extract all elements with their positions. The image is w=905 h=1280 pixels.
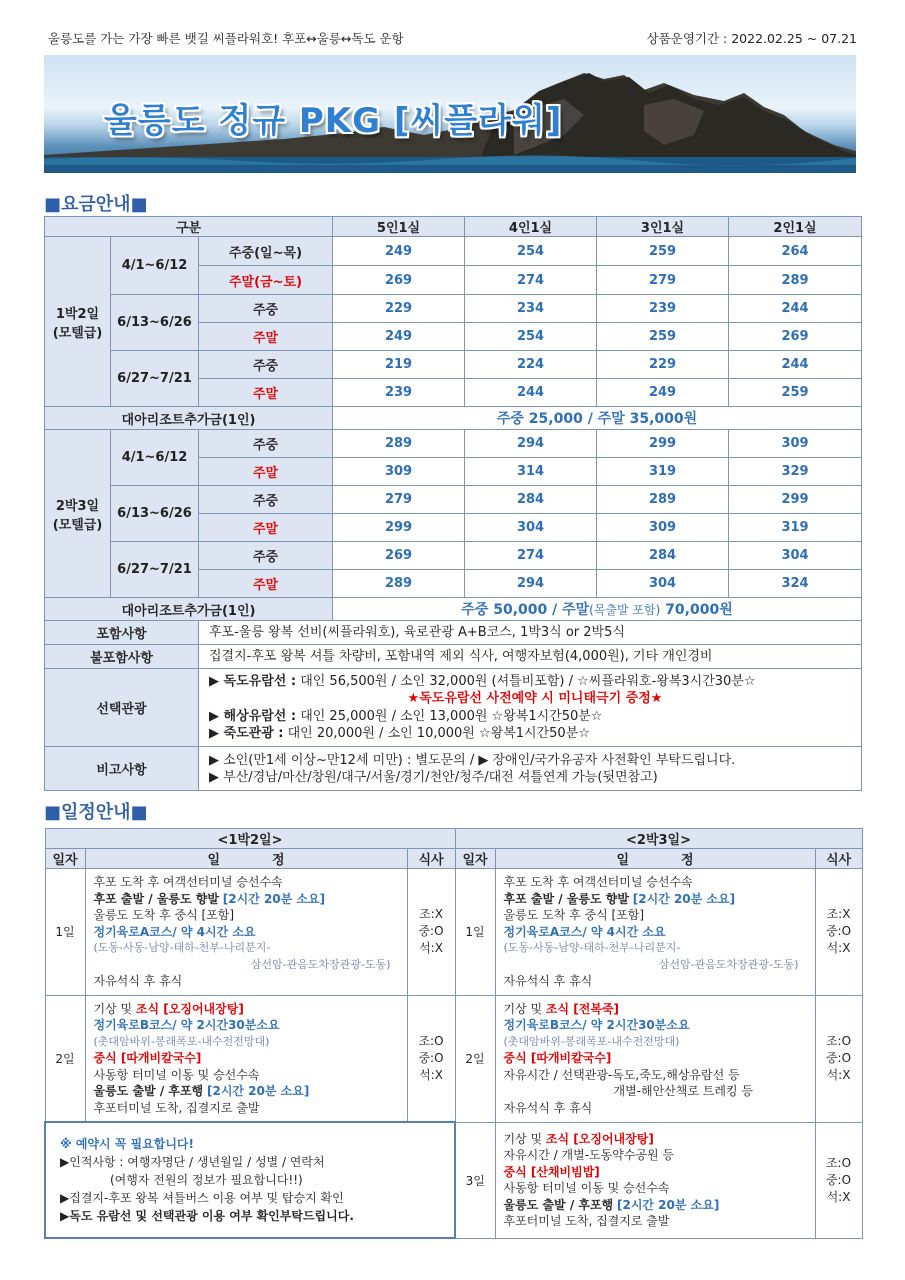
price-cell: 219 (333, 351, 465, 379)
price-cell: 274 (465, 542, 597, 570)
weekday-label: 주중 (199, 486, 333, 514)
operation-period: 상품운영기간 : 2022.02.25 ~ 07.21 (646, 31, 857, 46)
weekend-label: 주말 (199, 379, 333, 407)
banner-title: 울릉도 정규 PKG [씨플라워] (104, 101, 563, 141)
fee-section-title: ■요금안내■ (44, 194, 148, 215)
period-label: 6/13~6/26 (111, 486, 199, 542)
col-meal: 식사 (407, 849, 455, 869)
price-cell: 244 (465, 379, 597, 407)
price-cell: 329 (729, 458, 862, 486)
price-cell: 269 (729, 323, 862, 351)
day-label: 1일 (455, 869, 495, 996)
itinerary-cell: 후포 도착 후 여객선터미널 승선수속 후포 출발 / 울릉도 향발 [2시간 20분 소요] 울릉도 도착 후 중식 [포함] 정기육로A코스/ 약 4시간 소요 (도동-사동-남양-태하-천부-나리분지- 삼선암-관음도차장관광-도동) 자유석식 후 휴식 (495, 869, 815, 996)
price-cell: 224 (465, 351, 597, 379)
header-5pp: 5인1실 (333, 217, 465, 237)
remarks-label: 비고사항 (45, 747, 199, 791)
price-cell: 304 (465, 514, 597, 542)
include-text: 후포-울릉 왕복 선비(씨플라워호), 육로관광 A+B코스, 1박3식 or 2박5식 (199, 621, 862, 645)
day-label: 1일 (45, 869, 85, 996)
price-cell: 289 (333, 430, 465, 458)
weekday-label: 주중 (199, 295, 333, 323)
price-cell: 304 (729, 542, 862, 570)
top-line (48, 28, 857, 48)
price-cell: 289 (597, 486, 729, 514)
itinerary-cell: 기상 및 조식 [전복죽] 정기육로B코스/ 약 2시간30분소요 (촛대암바위-봉래폭포-내수전전망대) 중식 [따개비칼국수] 자유시간 / 선택관광-독도,죽도,해상유람선 등 개별-해안산책로 트레킹 등 자유석식 후 휴식 (495, 995, 815, 1122)
optional-label: 선택관광 (45, 669, 199, 747)
price-cell: 244 (729, 351, 862, 379)
price-cell: 239 (597, 295, 729, 323)
price-cell: 299 (597, 430, 729, 458)
pkg1-label: 1박2일 (모텔급) (45, 237, 111, 407)
col-itinerary: 일 정 (85, 849, 407, 869)
remarks-text: ▶ 소인(만1세 이상~만12세 미만) : 별도문의 / ▶ 장애인/국가유공자 사전확인 부탁드립니다. ▶ 부산/경남/마산/창원/대구/서울/경기/천안/청주/대전 셔틀연계 가능(뒷면참고) (199, 747, 862, 791)
fee-table (44, 216, 862, 791)
period-label: 6/13~6/26 (111, 295, 199, 351)
period-label: 6/27~7/21 (111, 351, 199, 407)
price-cell: 249 (597, 379, 729, 407)
col-day: 일자 (455, 849, 495, 869)
weekday-label: 주중(일~목) (199, 237, 333, 266)
price-cell: 234 (465, 295, 597, 323)
itinerary-cell: 기상 및 조식 [오징어내장탕] 자유시간 / 개별-도동약수공원 등 중식 [산채비빔밥] 사동항 터미널 이동 및 승선수속 울릉도 출발 / 후포행 [2시간 20분 소요] 후포터미널 도착, 집결지로 출발 (495, 1122, 815, 1238)
price-cell: 284 (465, 486, 597, 514)
period-label: 4/1~6/12 (111, 237, 199, 295)
price-cell: 309 (597, 514, 729, 542)
pkg2-label: 2박3일 (모텔급) (45, 430, 111, 598)
weekend-label: 주말 (199, 514, 333, 542)
meal-cell: 조:O 중:O 석:X (815, 995, 862, 1122)
col-itinerary: 일 정 (495, 849, 815, 869)
price-cell: 264 (729, 237, 862, 266)
price-cell: 244 (729, 295, 862, 323)
extra-fee-value: 주중 25,000 / 주말 35,000원 (333, 407, 862, 430)
price-cell: 259 (597, 237, 729, 266)
price-cell: 289 (333, 570, 465, 598)
col-day: 일자 (45, 849, 85, 869)
weekday-label: 주중 (199, 430, 333, 458)
header-category: 구분 (45, 217, 333, 237)
price-cell: 249 (333, 323, 465, 351)
price-cell: 279 (333, 486, 465, 514)
col-meal: 식사 (815, 849, 862, 869)
period-label: 4/1~6/12 (111, 430, 199, 486)
price-cell: 309 (729, 430, 862, 458)
extra-fee-label: 대아리조트추가금(1인) (45, 598, 333, 621)
price-cell: 229 (333, 295, 465, 323)
price-cell: 279 (597, 266, 729, 295)
itinerary-cell: 후포 도착 후 여객선터미널 승선수속 후포 출발 / 울릉도 향발 [2시간 20분 소요] 울릉도 도착 후 중식 [포함] 정기육로A코스/ 약 4시간 소요 (도동-사동-남양-태하-천부-나리분지- 삼선암-관음도차장관광-도동) 자유석식 후 휴식 (85, 869, 407, 996)
optional-text: ▶ 독도유람선 : 대인 56,500원 / 소인 32,000원 (셔틀비포함) / ☆씨플라워호-왕복3시간30분☆ ★독도유람선 사전예약 시 미니태극기 증정★ ▶ 해상유람선 : 대인 25,000원 / 소인 13,000원 ☆왕복1시간50분☆ ▶ 죽도관광 : 대인 20,000원 / 소인 10,000원 ☆왕복1시간50분☆ (199, 669, 862, 747)
meal-cell: 조:O 중:O 석:X (815, 1122, 862, 1238)
price-cell: 314 (465, 458, 597, 486)
price-cell: 299 (333, 514, 465, 542)
itinerary-cell: 기상 및 조식 [오징어내장탕] 정기육로B코스/ 약 2시간30분소요 (촛대암바위-봉래폭포-내수전전망대) 중식 [따개비칼국수] 사동항 터미널 이동 및 승선수속 울릉도 출발 / 후포행 [2시간 20분 소요] 후포터미널 도착, 집결지로 출발 (85, 995, 407, 1122)
meal-cell: 조:O 중:O 석:X (407, 995, 455, 1122)
header-3pp: 3인1실 (597, 217, 729, 237)
price-cell: 309 (333, 458, 465, 486)
extra-fee-label: 대아리조트추가금(1인) (45, 407, 333, 430)
price-cell: 294 (465, 430, 597, 458)
banner-image (44, 55, 856, 173)
price-cell: 304 (597, 570, 729, 598)
day-label: 2일 (45, 995, 85, 1122)
weekend-label: 주말 (199, 570, 333, 598)
price-cell: 319 (597, 458, 729, 486)
header-2pp: 2인1실 (729, 217, 862, 237)
weekday-label: 주중 (199, 351, 333, 379)
price-cell: 284 (597, 542, 729, 570)
pkg2-title: <2박3일> (455, 829, 862, 849)
price-cell: 299 (729, 486, 862, 514)
header-4pp: 4인1실 (465, 217, 597, 237)
extra-fee-value: 주중 50,000 / 주말(목출발 포함) 70,000원 (333, 598, 862, 621)
day-label: 3일 (455, 1122, 495, 1238)
price-cell: 319 (729, 514, 862, 542)
meal-cell: 조:X 중:O 석:X (815, 869, 862, 996)
price-cell: 239 (333, 379, 465, 407)
price-cell: 269 (333, 542, 465, 570)
pkg1-title: <1박2일> (45, 829, 455, 849)
include-label: 포함사항 (45, 621, 199, 645)
price-cell: 259 (597, 323, 729, 351)
schedule-section-title: ■일정안내■ (44, 802, 148, 823)
exclude-text: 집결지-후포 왕복 셔틀 차량비, 포함내역 제외 식사, 여행자보험(4,000원), 기타 개인경비 (199, 645, 862, 669)
price-cell: 324 (729, 570, 862, 598)
weekend-label: 주말(금~토) (199, 266, 333, 295)
tagline: 울릉도를 가는 가장 빠른 뱃길 씨플라워호! 후포↔울릉↔독도 운항 (48, 31, 404, 46)
price-cell: 274 (465, 266, 597, 295)
price-cell: 254 (465, 237, 597, 266)
schedule-table (44, 828, 863, 1239)
price-cell: 229 (597, 351, 729, 379)
weekend-label: 주말 (199, 458, 333, 486)
day-label: 2일 (455, 995, 495, 1122)
price-cell: 249 (333, 237, 465, 266)
reservation-notice: ※ 예약시 꼭 필요합니다! ▶인적사항 : 여행자명단 / 생년월일 / 성별 / 연락처 (여행자 전원의 정보가 필요합니다!!) ▶집결지-후포 왕복 셔틀버스 이용 여부 및 탑승지 확인 ▶독도 유람선 및 선택관광 이용 여부 확인부탁드립니다. (45, 1122, 455, 1238)
weekday-label: 주중 (199, 542, 333, 570)
price-cell: 289 (729, 266, 862, 295)
price-cell: 269 (333, 266, 465, 295)
price-cell: 254 (465, 323, 597, 351)
price-cell: 259 (729, 379, 862, 407)
period-label: 6/27~7/21 (111, 542, 199, 598)
weekend-label: 주말 (199, 323, 333, 351)
meal-cell: 조:X 중:O 석:X (407, 869, 455, 996)
exclude-label: 불포함사항 (45, 645, 199, 669)
price-cell: 294 (465, 570, 597, 598)
